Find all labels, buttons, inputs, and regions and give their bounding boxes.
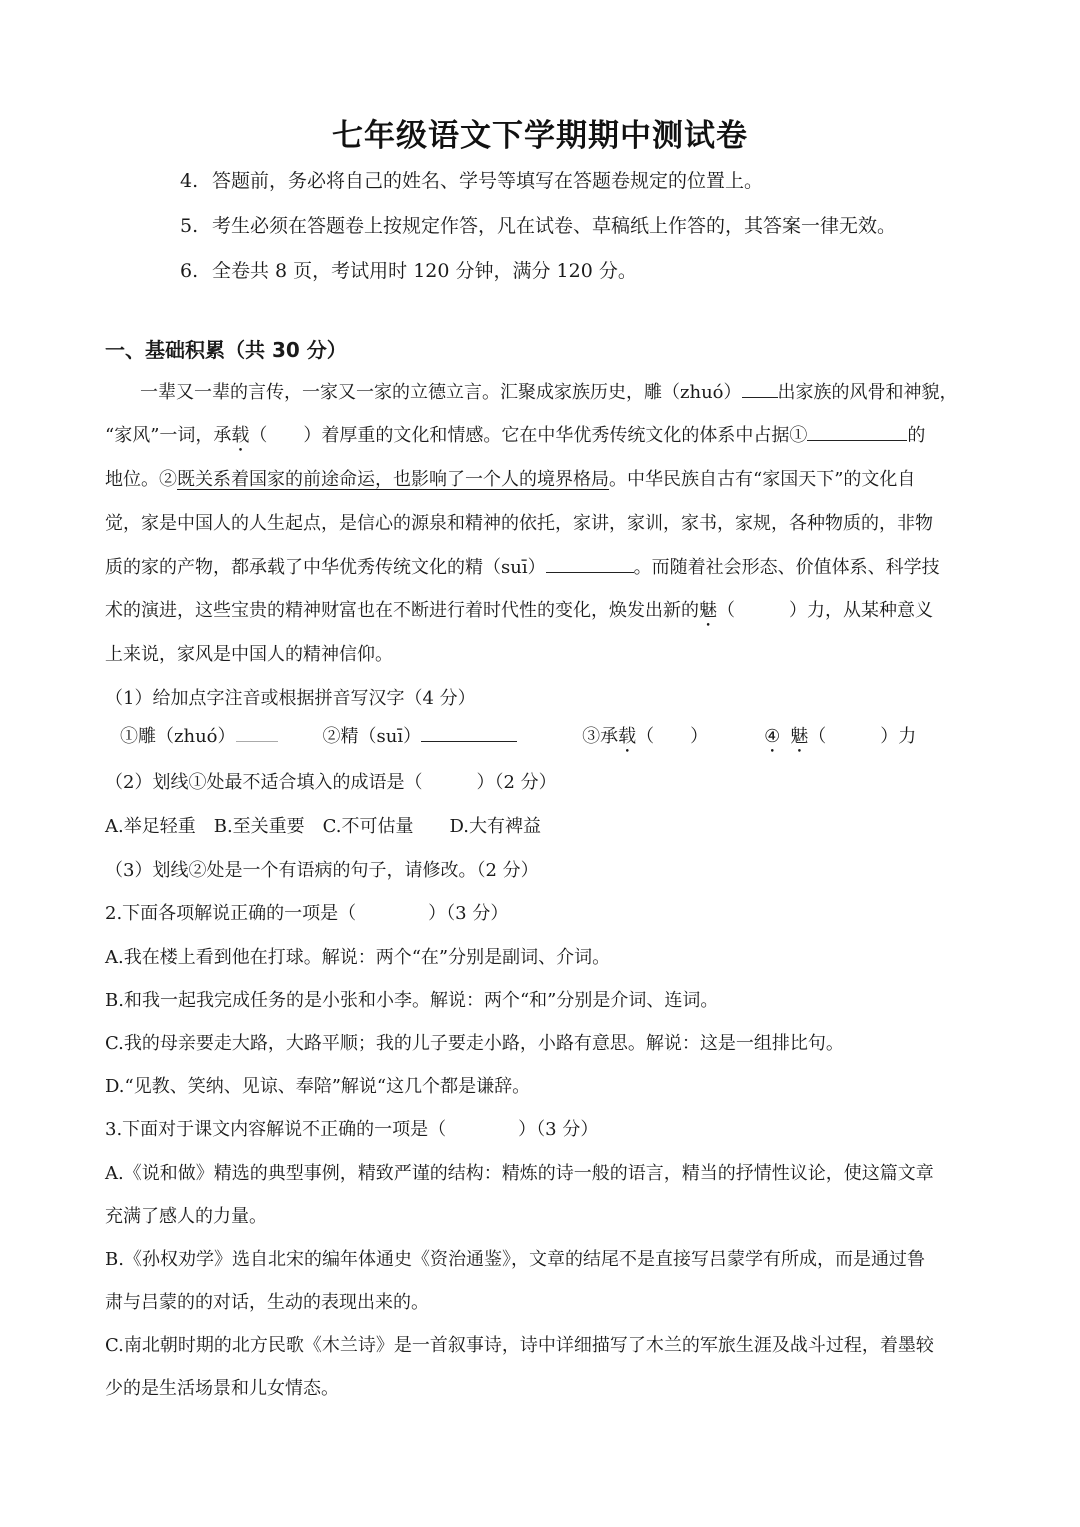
passage-line: 觉，家是中国人的人生起点，是信心的源泉和精神的依托，家讲，家训，家书，家规，各种物质的，非物	[105, 513, 933, 534]
answer-blank[interactable]	[742, 381, 778, 398]
answer-blank[interactable]	[421, 725, 517, 742]
passage-line: 一辈又一辈的言传，一家又一家的立德立言。汇聚成家族历史，雕（zhuó） 出家族的风骨和神貌，	[140, 382, 958, 403]
answer-option: A.《说和做》精选的典型事例，精致严谨的结构：精炼的诗一般的语言，精当的抒情性议论，使这篇文章	[105, 1163, 934, 1184]
passage-line: 上来说，家风是中国人的精神信仰。	[105, 644, 393, 665]
answer-option: C.南北朝时期的北方民歌《木兰诗》是一首叙事诗，诗中详细描写了木兰的军旅生涯及战斗过程，着墨较	[105, 1335, 934, 1356]
passage-line: “家风”一词，承载（ ）着厚重的文化和情感。它在中华优秀传统文化的体系中占据① 的	[105, 425, 926, 446]
question-stem: 3.下面对于课文内容解说不正确的一项是（ ）（3 分）	[105, 1119, 599, 1140]
underlined-sentence: 既关系着国家的前途命运，也影响了一个人的境界格局	[177, 469, 609, 490]
passage-line: 地位。②既关系着国家的前途命运，也影响了一个人的境界格局。中华民族自古有“家国天下”的文化自	[105, 469, 916, 490]
answer-option-continued: 少的是生活场景和儿女情态。	[105, 1378, 339, 1399]
answer-blank[interactable]	[807, 424, 907, 441]
answer-option: D.“见教、笑纳、见谅、奉陪”解说“这几个都是谦辞。	[105, 1076, 531, 1097]
answer-blank[interactable]	[236, 725, 278, 742]
passage-line: 质的家的产物，都承载了中华优秀传统文化的精（suī） 。而随着社会形态、价值体系、科学技	[105, 557, 940, 578]
answer-option: B.《孙权劝学》选自北宋的编年体通史《资治通鉴》，文章的结尾不是直接写吕蒙学有所成，而是通过鲁	[105, 1249, 925, 1270]
passage-line: 术的演进，这些宝贵的精神财富也在不断进行着时代性的变化，焕发出新的魅（ ）力，从某种意义	[105, 600, 933, 621]
answer-option: C.我的母亲要走大路，大路平顺；我的儿子要走小路，小路有意思。解说：这是一组排比句。	[105, 1033, 844, 1054]
page-title: 七年级语文下学期期中测试卷	[332, 118, 748, 154]
answer-option: B.和我一起我完成任务的是小张和小李。解说：两个“和”分别是介词、连词。	[105, 990, 719, 1011]
answer-option-continued: 肃与吕蒙的的对话，生动的表现出来的。	[105, 1292, 429, 1313]
question-stem: （1）给加点字注音或根据拼音写汉字（4 分）	[105, 688, 476, 709]
instruction-item: 6. 全卷共 8 页，考试用时 120 分钟，满分 120 分。	[180, 260, 637, 282]
answer-blank[interactable]	[546, 556, 634, 573]
section-heading: 一、基础积累（共 30 分）	[105, 338, 347, 362]
question-items: ①雕（zhuó） ②精（suī） ③承载（ ） ④ 魅（ ）力	[120, 726, 917, 747]
question-stem: （2）划线①处最不适合填入的成语是（ ）（2 分）	[105, 772, 557, 793]
instruction-item: 4. 答题前，务必将自己的姓名、学号等填写在答题卷规定的位置上。	[180, 170, 764, 192]
answer-option-continued: 充满了感人的力量。	[105, 1206, 267, 1227]
instruction-item: 5. 考生必须在答题卷上按规定作答，凡在试卷、草稿纸上作答的，其答案一律无效。	[180, 215, 897, 237]
answer-options: A.举足轻重 B.至关重要 C.不可估量 D.大有裨益	[105, 816, 542, 837]
question-stem: 2.下面各项解说正确的一项是（ ）（3 分）	[105, 903, 509, 924]
answer-option: A.我在楼上看到他在打球。解说：两个“在”分别是副词、介词。	[105, 947, 611, 968]
question-stem: （3）划线②处是一个有语病的句子，请修改。（2 分）	[105, 860, 539, 881]
